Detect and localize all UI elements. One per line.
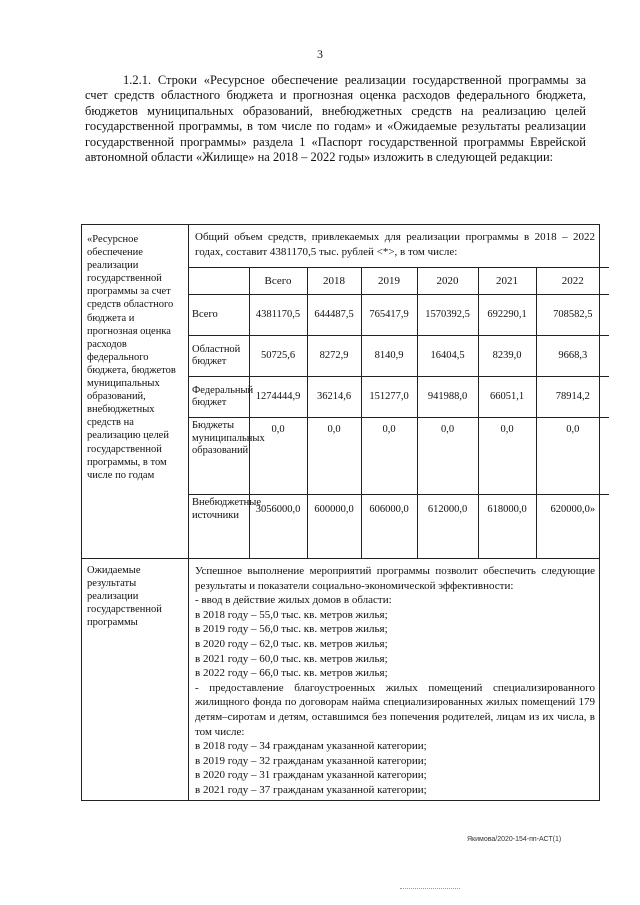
results-line: в 2020 году – 62,0 тыс. кв. метров жилья; <box>195 637 388 650</box>
resource-content <box>189 225 600 559</box>
table-row <box>189 295 609 336</box>
table-cell: 0,0 <box>417 418 478 495</box>
table-cell: 765417,9 <box>361 295 417 336</box>
header-cell: 2022 <box>536 268 609 295</box>
results-line: в 2018 году – 34 гражданам указанной категории; <box>195 740 427 753</box>
table-cell: 8272,9 <box>307 336 361 377</box>
table-cell: 1570392,5 <box>417 295 478 336</box>
table-row <box>189 336 609 377</box>
table-cell: 692290,1 <box>478 295 536 336</box>
table-cell: 9668,3 <box>536 336 609 377</box>
table-cell: 708582,5 <box>536 295 609 336</box>
results-text <box>189 559 599 800</box>
table-cell: 66051,1 <box>478 377 536 418</box>
resource-label: «Ресурсное обеспечение реализации государственной программы за счет средств областного бюджета и прогнозная оценка расходов федерального бюджета, бюджетов муниципальных образований, внебюджетных средств на реализацию целей государственной программы, в том числе по годам <box>82 225 189 559</box>
table-cell: 151277,0 <box>361 377 417 418</box>
resource-intro: Общий объем средств, привлекаемых для реализации программы в 2018 – 2022 годах, составит 4381170,5 тыс. рублей <*>, в том числе: <box>195 231 595 258</box>
results-line: в 2022 году – 66,0 тыс. кв. метров жилья; <box>195 667 388 680</box>
table-cell: 3056000,0 <box>249 495 307 559</box>
row-label: Внебюджетные источники <box>189 495 249 559</box>
header-cell: 2021 <box>478 268 536 295</box>
table-cell: 600000,0 <box>307 495 361 559</box>
table-cell: 620000,0» <box>536 495 609 559</box>
row-label: Бюджеты муниципальных образований <box>189 418 249 495</box>
page-number: 3 <box>317 47 323 61</box>
header-cell: 2020 <box>417 268 478 295</box>
table-cell: 16404,5 <box>417 336 478 377</box>
results-label: Ожидаемые результаты реализации государственной программы <box>82 559 189 801</box>
results-line: в 2021 году – 60,0 тыс. кв. метров жилья; <box>195 652 388 665</box>
intro-paragraph: 1.2.1. Строки «Ресурсное обеспечение реализации государственной программы за счет средств областного бюджета и прогнозная оценка расходов федерального бюджета, бюджетов муниципальных образований, внебюджетных средств на реализацию целей государственной программы, в том числе по годам» и «Ожидаемые результаты реализации государственной программы» раздела 1 «Паспорт государственной программы Еврейской автономной области «Жилище» на 2018 – 2022 годы» изложить в следующей редакции: <box>85 73 586 165</box>
table-cell: 50725,6 <box>249 336 307 377</box>
table-cell: 36214,6 <box>307 377 361 418</box>
row-label: Всего <box>189 295 249 336</box>
table-cell: 1274444,9 <box>249 377 307 418</box>
results-line: в 2019 году – 56,0 тыс. кв. метров жилья; <box>195 623 388 636</box>
header-cell: 2019 <box>361 268 417 295</box>
table-row <box>189 418 609 495</box>
table-cell: 78914,2 <box>536 377 609 418</box>
table-cell: 0,0 <box>478 418 536 495</box>
table-row <box>189 495 609 559</box>
table-cell: 8239,0 <box>478 336 536 377</box>
table-cell: 618000,0 <box>478 495 536 559</box>
table-cell: 644487,5 <box>307 295 361 336</box>
header-cell: Всего <box>249 268 307 295</box>
scan-artifact <box>400 888 460 889</box>
header-cell <box>189 268 249 295</box>
row-label: Областной бюджет <box>189 336 249 377</box>
passport-table <box>81 224 600 801</box>
table-cell: 0,0 <box>536 418 609 495</box>
table-cell: 0,0 <box>307 418 361 495</box>
table-cell: 8140,9 <box>361 336 417 377</box>
results-line: в 2020 году – 31 гражданам указанной категории; <box>195 769 427 782</box>
results-line: в 2019 году – 32 гражданам указанной категории; <box>195 754 427 767</box>
table-cell: 0,0 <box>361 418 417 495</box>
table-cell: 612000,0 <box>417 495 478 559</box>
finance-header-row <box>189 268 609 295</box>
table-row <box>189 377 609 418</box>
results-line: - ввод в действие жилых домов в области: <box>195 594 392 607</box>
table-cell: 0,0 <box>249 418 307 495</box>
results-line: в 2021 году – 37 гражданам указанной категории; <box>195 783 427 796</box>
header-cell: 2018 <box>307 268 361 295</box>
table-cell: 606000,0 <box>361 495 417 559</box>
table-cell: 941988,0 <box>417 377 478 418</box>
results-line: Успешное выполнение мероприятий программы позволит обеспечить следующие результаты и показатели социально-экономической эффективности: <box>195 565 595 592</box>
finance-table <box>189 267 609 558</box>
results-line: в 2018 году – 55,0 тыс. кв. метров жилья; <box>195 608 388 621</box>
row-label: Федеральный бюджет <box>189 377 249 418</box>
table-cell: 4381170,5 <box>249 295 307 336</box>
results-row <box>82 559 600 801</box>
document-reference: Якимова/2020-154-пп-АСТ(1) <box>467 836 562 843</box>
results-content <box>189 559 600 801</box>
resource-row <box>82 225 600 559</box>
results-line: - предоставление благоустроенных жилых помещений специализированного жилищного фонда по договорам найма специализированных жилых помещений 179 детям–сиротам и детям, оставшимся без попечения родителей, лицам из их числа, в том числе: <box>195 681 595 738</box>
